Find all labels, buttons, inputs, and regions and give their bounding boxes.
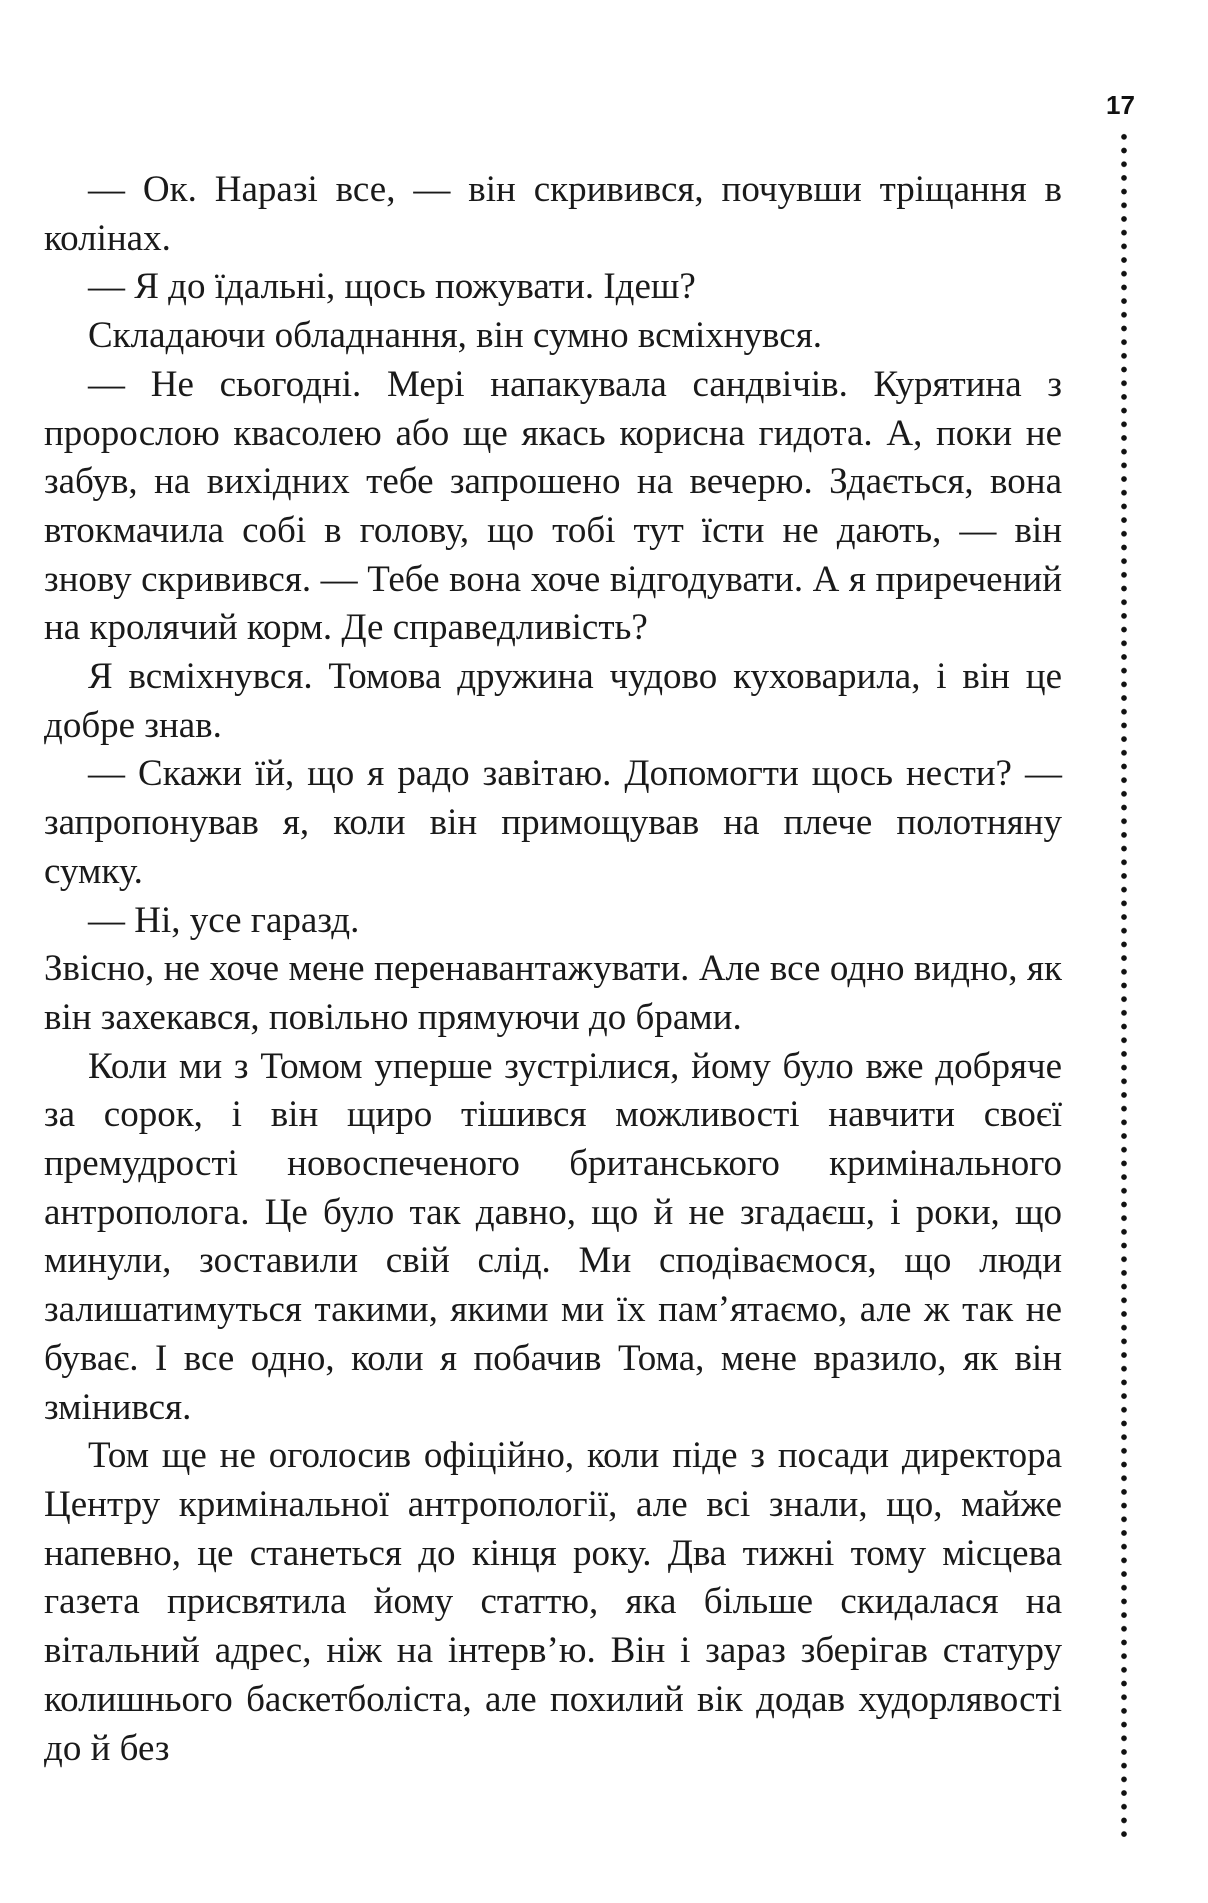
paragraph: Я всміхнувся. Томова дружина чудово куховарила, і він це добре знав.: [44, 656, 1062, 746]
paragraph: — Ні, усе гаразд.: [88, 899, 360, 941]
paragraph: — Скажи їй, що я радо завітаю. Допомогти щось нести? — запропонував я, коли він примощував на плече полотняну сумку.: [44, 753, 1062, 892]
paragraph: — Не сьогодні. Мері напакувала сандвічів. Курятина з пророслою квасолею або ще якась корисна гидота. А, поки не забув, на вихідних тебе запрошено на вечерю. Здається, вона втокмачила собі в голову, що тобі тут їсти не дають, — він знову скривився. — Тебе вона хоче відгодувати. А я приречений на кролячий корм. Де справедливість?: [44, 363, 1062, 649]
paragraph: Том ще не оголосив офіційно, коли піде з посади директора Центру кримінальної антропології, але всі знали, що, майже напевно, це станеться до кінця року. Два тижні тому місцева газета присвятила йому статтю, яка більше скидалася на вітальний адрес, ніж на інтерв’ю. Він і зараз зберігав статуру колишнього баскетболіста, але похилий вік додав худорлявості до й без: [44, 1435, 1062, 1769]
paragraph: Складаючи обладнання, він сумно всміхнувся.: [88, 315, 822, 357]
paragraph: Звісно, не хоче мене перенавантажувати. Але все одно видно, як він захекався, повільно прямуючи до брами.: [44, 948, 1062, 1038]
paragraph: Коли ми з Томом уперше зустрілися, йому було вже добряче за сорок, і він щиро тішився можливості навчити своєї премудрості новоспеченого британського кримінального антрополога. Це було так давно, що й не згадаєш, і роки, що минули, зоставили свій слід. Ми сподіваємося, що люди залишатимуться такими, якими ми їх пам’ятаємо, але ж так не буває. І все одно, коли я побачив Тома, мене вразило, як він змінився.: [44, 1045, 1062, 1428]
dotted-margin-rule: [1121, 130, 1127, 1840]
page-number: 17: [1106, 90, 1135, 120]
paragraph: — Ок. Наразі все, — він скривився, почувши тріщання в колінах.: [44, 169, 1062, 259]
body-text: [44, 166, 1062, 1773]
paragraph: — Я до їдальні, щось пожувати. Ідеш?: [88, 266, 696, 308]
